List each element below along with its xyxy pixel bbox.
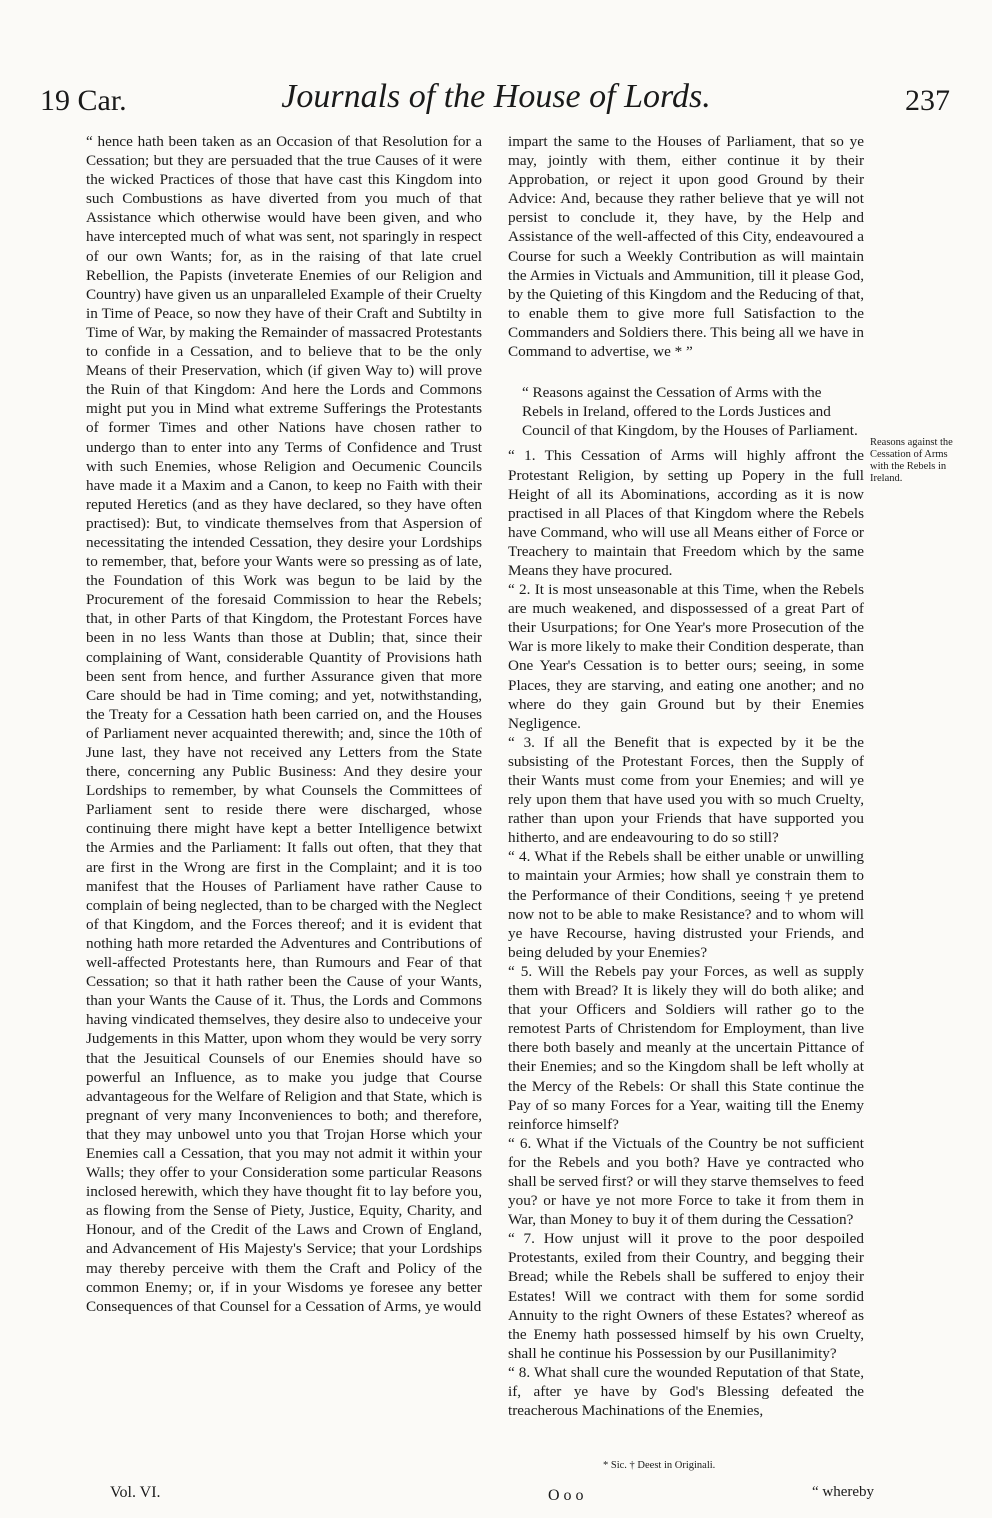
paragraph: “ 2. It is most unseasonable at this Time, when the Rebels are much weakened, and dispossessed of a great Part of their Usurpations; for One Year's more Prosecution of the War is more likely to make their Condition desperate, than One Year's Cessation is to better ours; seeing, in some Places, they are starving, and eating one another; and no where do they gain Ground but by their Enemies Negligence.	[508, 581, 864, 732]
running-header	[0, 78, 992, 128]
catchword: “ whereby	[812, 1484, 875, 1500]
section-heading: “ Reasons against the Cessation of Arms with the Rebels in Ireland, offered to the Lords Justices and Council of that Kingdom, by the Houses of Parliament.	[522, 384, 858, 440]
header-page-number: 237	[905, 84, 950, 117]
paragraph: “ 7. How unjust will it prove to the poor despoiled Protestants, exiled from their Country, and begging their Bread; while the Rebels shall be suffered to enjoy their Estates! Will we contract with them for some sordid Annuity to the right Owners of these Estates? whereof as the Enemy hath possessed himself by his own Cruelty, shall he continue his Possession by our Pusillanimity?	[508, 1230, 864, 1362]
paragraph: “ hence hath been taken as an Occasion of that Resolution for a Cessation; but they are persuaded that the true Causes of it were the wicked Practices of those that have cast this Kingdom into such Combustions as have diverted from you much of that Assistance which otherwise would have been given, and who have intercepted much of what was sent, not sparingly in respect of our own Wants; for, as in the raising of that late cruel Rebellion, the Papists (inveterate Enemies of our Religion and Country) have given us an unparalleled Example of their Cruelty in Time of Peace, so now they have of their Craft and Subtilty in Time of War, by making the Remainder of massacred Protestants to confide in a Cessation, and to believe that to be the only Means of their Preservation, which (if given Way to) will prove the Ruin of that Kingdom: And here the Lords and Commons might put you in Mind what extreme Sufferings the Protestants of former Times and other Nations have chosen rather to undergo than to enter into any Terms of Confidence and Trust with such Enemies, whose Religion and Oecumenic Councils have made it a Maxim and a Canon, to keep no Faith with their reputed Heretics (and as they have declared, so they have often practised): But, to vindicate themselves from that Aspersion of necessitating the intended Cessation, they desire your Lordships to remember, that, before your Wants were so pressing as of late, the Foundation of this Work was begun to be laid by the Procurement of the foresaid Commission to hear the Rebels; that, in other Parts of that Kingdom, the Protestant Forces have been in no less Wants than those at Dublin; that, since their complaining of Want, considerable Quantity of Provisions hath been sent from hence, and further Assurance given that more Care should be had in Time coming; and yet, notwithstanding, the Treaty for a Cessation hath been carried on, and the Houses of Parliament never acquainted therewith; and, since the 10th of June last, they have not received any Letters from the State there, concerning any Public Business: And they desire your Lordships to remember, by what Counsels the Committees of Parliament sent to reside there were discharged, whose continuing there might have kept a better Intelligence betwixt the Armies and the Parliament: It falls out often, that they that are first in the Wrong are first in the Complaint; and it is too manifest that the Houses of Parliament have rather Cause to complain of being neglected, than to be charged with the Neglect of that Kingdom, and the Forces thereof; and it is evident that nothing hath more retarded the Adventures and Contributions of well-affected Protestants here, than Rumours and Fear of that Cessation; so that it hath rather been the Cause of your Wants, than your Wants the Cause of it. Thus, the Lords and Commons having vindicated themselves, they desire also to undeceive your Judgements in this Matter, upon whom they would be very sorry that the Jesuitical Counsels of our Enemies should have so powerful an Influence, as to make you judge that Course advantageous for the Welfare of Religion and that State, which is pregnant of very many Inconveniences to both; and therefore, that they may unbowel unto you that Trojan Horse which your Enemies call a Cessation, that you may not admit it within your Walls; they offer to your Consideration some particular Reasons inclosed herewith, which they have thought fit to lay before you, as flowing from the Sense of Piety, Justice, Equity, Charity, and Honour, and of the Credit of the Laws and Crown of England, and Advancement of His Majesty's Service; that your Lordships may thereby perceive with them the Craft and Policy of the common Enemy; or, if in your Wisdoms ye foresee any better Consequences of that Counsel for a Cessation of Arms, ye would	[86, 133, 482, 1315]
margin-note: Reasons against the Cessation of Arms with the Rebels in Ireland.	[870, 437, 953, 484]
volume-label: Vol. VI.	[110, 1484, 161, 1501]
right-column	[508, 132, 864, 1420]
left-column	[86, 132, 482, 1316]
paragraph: “ 3. If all the Benefit that is expected by it be the subsisting of the Protestant Forces, then the Supply of their Wants must come from your Enemies; and will ye rely upon them that have used you with so much Cruelty, rather than upon your Friends that have supported you hitherto, and are endeavouring to do so still?	[508, 733, 864, 847]
paragraph: “ 6. What if the Victuals of the Country be not sufficient for the Rebels and you both? Have ye contracted who shall be served first? or will they starve themselves to feed you? or have ye not more Force to take it from them in War, than Money to buy it of them during the Cessation?	[508, 1134, 864, 1229]
paragraph: “ 4. What if the Rebels shall be either unable or unwilling to maintain your Armies; how shall ye constrain them to the Performance of their Conditions, seeing † ye pretend now not to be able to make Resistance? and to whom will ye have Recourse, having distrusted your Friends, and being deluded by your Enemies?	[508, 848, 864, 961]
paragraph: “ 1. This Cessation of Arms will highly affront the Protestant Religion, by setting up Popery in the full Height of all its Abominations, according as it is now practised in all Places of that Kingdom where the Rebels have Command, who will use all Means either of Force or Treachery to maintain that Freedom which by the same Means they have procured.	[508, 447, 864, 579]
footnotes: * Sic. † Deest in Originali.	[603, 1460, 716, 1471]
signature-mark: Ooo	[548, 1487, 588, 1504]
header-title: Journals of the House of Lords.	[281, 78, 711, 115]
paragraph: “ 8. What shall cure the wounded Reputation of that State, if, after ye have by God's Blessing defeated the treacherous Machinations of the Enemies,	[508, 1363, 864, 1420]
header-regnal-year: 19 Car.	[40, 84, 127, 117]
paragraph: “ 5. Will the Rebels pay your Forces, as well as supply them with Bread? It is likely they will do both alike; and that your Officers and Soldiers will rather go to the remotest Parts of Christendom for Employment, than live there both basely and meanly at the uncertain Pittance of their Enemies; and so the Kingdom shall be left wholly at the Mercy of the Rebels: Or shall this State continue the Pay of so many Forces for a Year, waiting till the Enemy reinforce himself?	[508, 962, 864, 1133]
paragraph: impart the same to the Houses of Parliament, that so ye may, jointly with them, either continue it by their Approbation, or reject it upon good Ground by their Advice: And, because they rather believe that ye will not persist to conclude it, they have, by the Help and Assistance of the well-affected of this City, endeavoured a Course for such a Weekly Contribution as will maintain the Armies in Victuals and Ammunition, till it please God, by the Quieting of this Kingdom and the Reducing of that, to enable them to give more full Satisfaction to the Commanders and Soldiers there. This being all we have in Command to advertise, we * ”	[508, 133, 864, 361]
